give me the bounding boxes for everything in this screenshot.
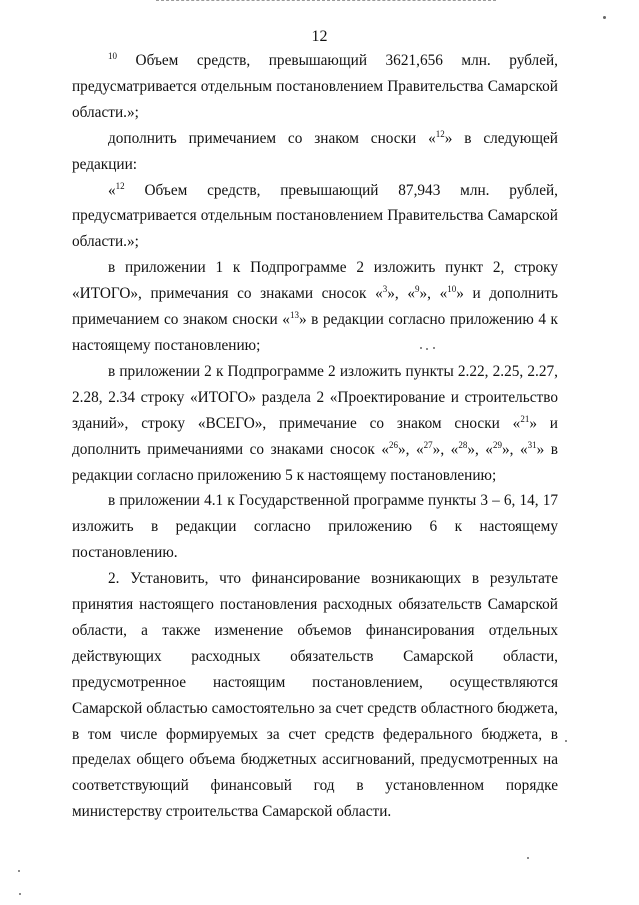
paragraph-text: », «	[467, 440, 493, 458]
scan-speck	[603, 16, 606, 19]
footnote-marker: 21	[520, 413, 530, 424]
paragraph	[72, 126, 558, 178]
paragraph	[72, 178, 558, 256]
paragraph-text: », «	[387, 285, 415, 303]
scan-speck	[420, 347, 422, 349]
footnote-marker: 26	[389, 439, 399, 450]
paragraph	[72, 488, 558, 566]
paragraph-text: », «	[419, 285, 448, 303]
scan-top-edge-mark	[156, 0, 496, 3]
page-number: 12	[311, 28, 328, 45]
paragraph-text: Объем средств, превышающий 87,943 млн. рублей, предусматривается отдельным постановлением Правительства Самарской области.»;	[72, 181, 558, 251]
footnote-marker: 27	[423, 439, 433, 450]
scan-speck	[527, 857, 529, 859]
scan-speck	[426, 348, 428, 350]
footnote-marker: 28	[458, 439, 468, 450]
footnote-marker: 10	[108, 51, 117, 61]
paragraph-text: », «	[501, 440, 528, 458]
paragraph-text: » в следующей редакции:	[72, 129, 558, 173]
paragraph-text: » в редакции согласно приложению 5 к настоящему постановлению;	[72, 440, 558, 484]
paragraph	[72, 255, 558, 359]
scan-speck	[18, 870, 20, 872]
paragraph-text: » и дополнить примечанием со знаком сноски «	[72, 285, 558, 329]
paragraph-text: », «	[432, 440, 459, 458]
paragraph-text: » в редакции согласно приложению 4 к настоящему постановлению;	[72, 311, 558, 354]
paragraph-text: дополнить примечанием со знаком сноски «	[108, 129, 436, 147]
paragraph	[72, 48, 558, 126]
paragraph-text: », «	[398, 440, 424, 458]
paragraph-text: «	[108, 181, 116, 199]
footnote-marker: 29	[492, 439, 502, 450]
paragraph-text: 2. Установить, что финансирование возникающих в результате принятия настоящего постановления расходных обязательств Самарской области, а также изменение объемов финансирования отдельных действующих расходных обязательств Самарской области, предусмотренное настоящим постановлением, осуществляются Самарской областью самостоятельно за счет средств областного бюджета, в том числе формируемых за счет средств федерального бюджета, в пределах общего объема бюджетных ассигнований, предусмотренных на соответствующий финансовый год в установленном порядке министерству строительства Самарской области.	[72, 570, 558, 821]
paragraph-text: » и дополнить примечаниями со знаками сносок «	[72, 414, 558, 458]
paragraph	[72, 566, 558, 825]
paragraph-text: в приложении 2 к Подпрограмме 2 изложить пункты 2.22, 2.25, 2.27, 2.28, 2.34 строку «ИТОГО» раздела 2 «Проектирование и строительство зданий», строку «ВСЕГО», примечание со знаком сноски «	[72, 362, 558, 432]
footnote-marker: 13	[289, 310, 299, 321]
document-body	[72, 48, 558, 825]
footnote-marker: 31	[527, 439, 537, 450]
scan-speck	[565, 740, 567, 742]
footnote-marker: 10	[447, 284, 457, 295]
footnote-marker: 12	[435, 128, 445, 139]
footnote-marker: 9	[414, 284, 420, 295]
scan-speck	[19, 893, 21, 895]
paragraph-text: Объем средств, превышающий 3621,656 млн. рублей, предусматривается отдельным постановлением Правительства Самарской области.»;	[72, 52, 558, 121]
footnote-marker: 3	[382, 284, 388, 295]
paragraph-text: в приложении 1 к Подпрограмме 2 изложить пункт 2, строку «ИТОГО», примечания со знаками сносок «	[72, 259, 558, 303]
paragraph-text: в приложении 4.1 к Государственной программе пункты 3 – 6, 14, 17 изложить в редакции согласно приложению 6 к настоящему постановлению.	[72, 492, 558, 562]
scan-speck	[433, 347, 435, 349]
footnote-marker: 12	[115, 180, 125, 191]
paragraph	[72, 359, 558, 489]
